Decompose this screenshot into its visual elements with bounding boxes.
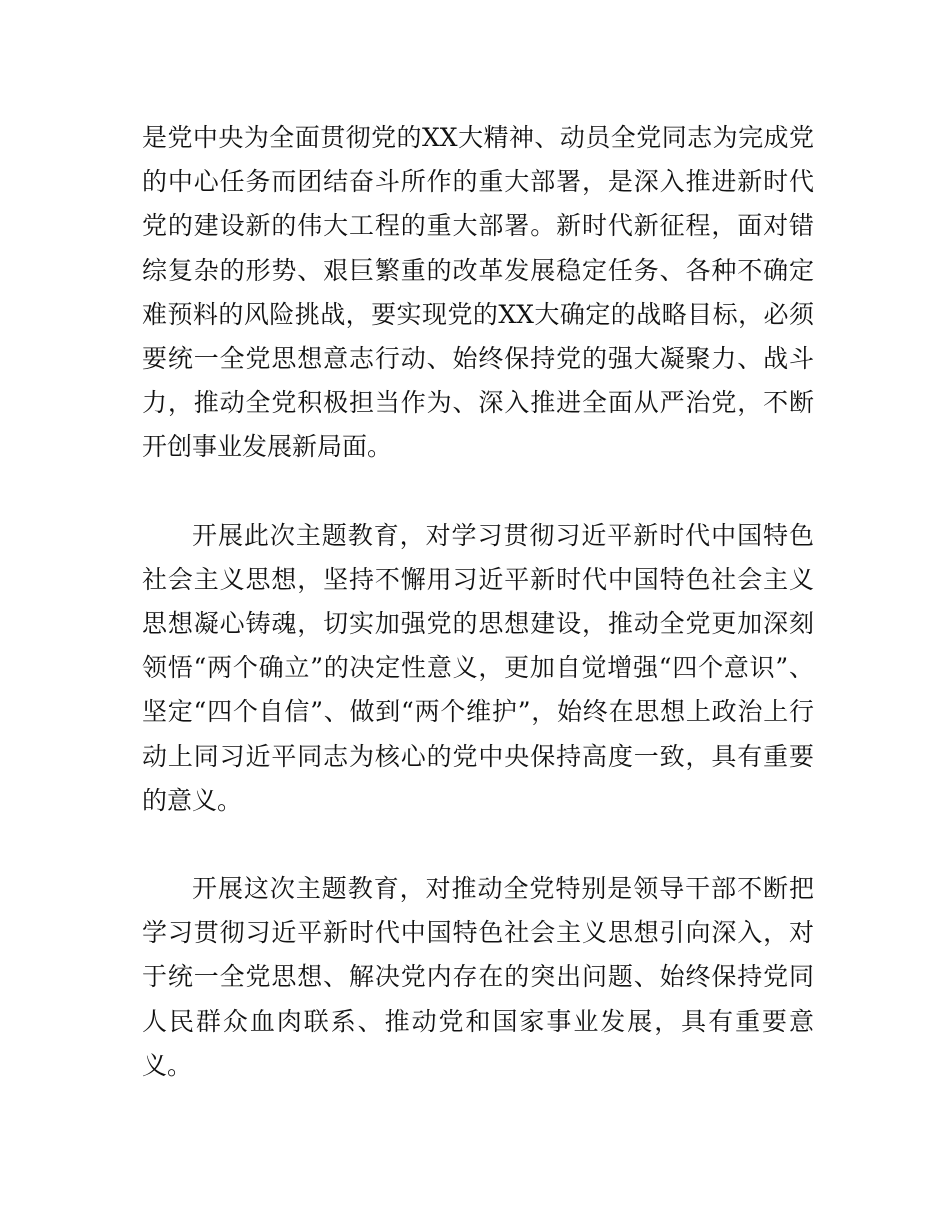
document-body — [142, 116, 814, 1088]
paragraph-3: 开展这次主题教育，对推动全党特别是领导干部不断把学习贯彻习近平新时代中国特色社会主义思想引向深入，对于统一全党思想、解决党内存在的突出问题、始终保持党同人民群众血肉联系、推动党和国家事业发展，具有重要意义。 — [142, 874, 814, 1080]
paragraph-1: 是党中央为全面贯彻党的XX大精神、动员全党同志为完成党的中心任务而团结奋斗所作的重大部署，是深入推进新时代党的建设新的伟大工程的重大部署。新时代新征程，面对错综复杂的形势、艰巨繁重的改革发展稳定任务、各种不确定难预料的风险挑战，要实现党的XX大确定的战略目标，必须要统一全党思想意志行动、始终保持党的强大凝聚力、战斗力，推动全党积极担当作为、深入推进全面从严治党，不断开创事业发展新局面。 — [142, 123, 814, 462]
paragraph-2: 开展此次主题教育，对学习贯彻习近平新时代中国特色社会主义思想，坚持不懈用习近平新时代中国特色社会主义思想凝心铸魂，切实加强党的思想建设，推动全党更加深刻领悟“两个确立”的决定性意义，更加自觉增强“四个意识”、坚定“四个自信”、做到“两个维护”，始终在思想上政治上行动上同习近平同志为核心的党中央保持高度一致，具有重要的意义。 — [142, 520, 814, 815]
